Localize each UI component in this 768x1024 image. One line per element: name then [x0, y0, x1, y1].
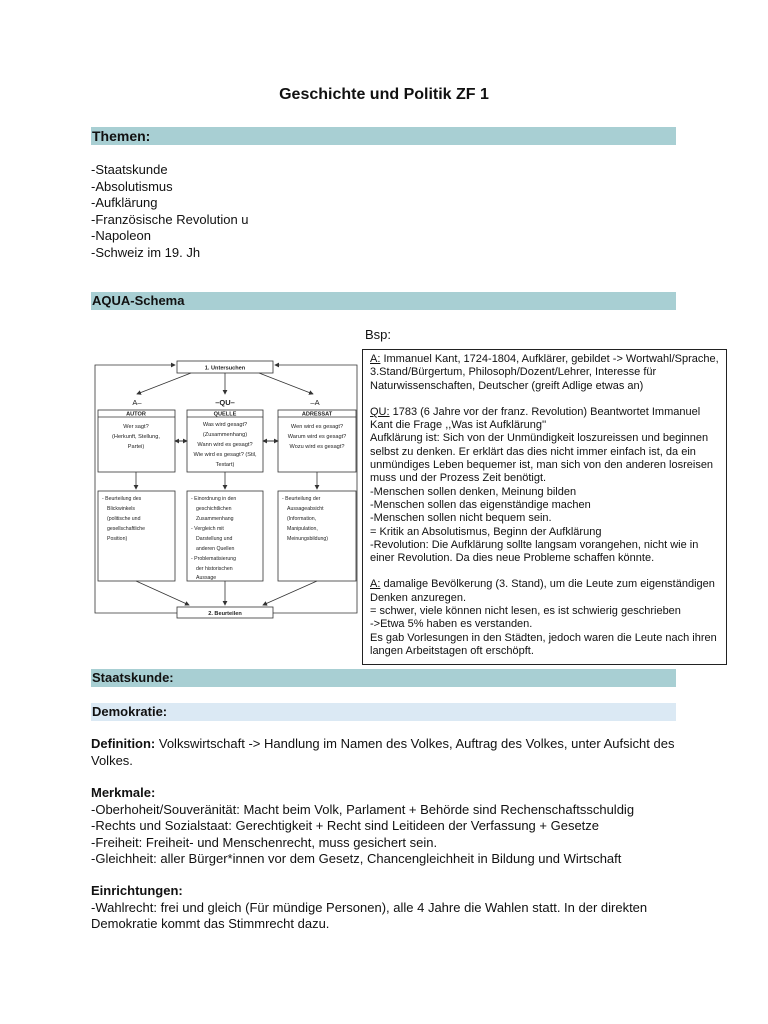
- list-item: -Oberhoheit/Souveränität: Macht beim Volk, Parlament + Behörde sind Rechenschaftsschuldig: [91, 801, 635, 817]
- list-item: -Schweiz im 19. Jh: [91, 244, 201, 260]
- example-quelle: QU: 1783 (6 Jahre vor der franz. Revolution) Beantwortet Immanuel Kant die Frage ,,Was ist Aufklärung'': [370, 405, 701, 432]
- svg-text:Warum wird es gesagt?: Warum wird es gesagt?: [287, 434, 347, 440]
- svg-text:Aussageabsicht: Aussageabsicht: [287, 506, 324, 512]
- svg-text:- Einordnung in den: - Einordnung in den: [191, 496, 237, 502]
- example-adressat: A: damalige Bevölkerung (3. Stand), um die Leute zum eigenständigen Denken anzuregen.: [370, 578, 715, 604]
- svg-text:Textart): Textart): [215, 462, 235, 468]
- themen-heading: Themen:: [91, 127, 676, 145]
- list-item: -Freiheit: Freiheit- und Menschenrecht, muss gesichert sein.: [91, 834, 438, 850]
- svg-text:der historischen: der historischen: [196, 566, 233, 572]
- list-item: -Rechts und Sozialstaat: Gerechtigkeit + Recht sind Leitideen der Verfassung + Gesetze: [91, 818, 600, 833]
- svg-text:anderen Quellen: anderen Quellen: [196, 546, 235, 552]
- marker-qu: –QU–: [215, 398, 235, 407]
- autor-title: AUTOR: [126, 411, 146, 418]
- demokratie-heading: Demokratie:: [91, 703, 676, 721]
- staatskunde-heading: Staatskunde:: [91, 669, 676, 687]
- svg-text:- Problematisierung: - Problematisierung: [191, 556, 236, 562]
- svg-text:Wie wird es gesagt? (Stil,: Wie wird es gesagt? (Stil,: [193, 452, 257, 458]
- autor-box: [98, 410, 175, 472]
- aqua-heading: AQUA-Schema: [91, 292, 676, 310]
- svg-text:- Vergleich mit: - Vergleich mit: [191, 526, 224, 532]
- svg-text:(politische und: (politische und: [107, 516, 141, 522]
- untersuchen-label: 1. Untersuchen: [204, 365, 246, 372]
- svg-text:Manipulation,: Manipulation,: [287, 526, 318, 532]
- list-item: -Napoleon: [91, 228, 151, 243]
- page-title: Geschichte und Politik ZF 1: [279, 86, 489, 103]
- aqua-diagram: [91, 355, 359, 623]
- list-item: -Aufklärung: [91, 195, 158, 210]
- adressat-box: [278, 410, 356, 472]
- beurteilen-label: 2. Beurteilen: [208, 611, 242, 617]
- svg-text:(Zusammenhang): (Zusammenhang): [202, 432, 248, 438]
- svg-text:Was wird gesagt?: Was wird gesagt?: [202, 422, 248, 428]
- svg-text:gesellschaftliche: gesellschaftliche: [107, 526, 146, 532]
- svg-text:Wen wird es gesagt?: Wen wird es gesagt?: [290, 424, 344, 430]
- svg-text:Zusammenhang: Zusammenhang: [196, 516, 234, 522]
- adressat-title: ADRESSAT: [301, 411, 333, 418]
- svg-text:Wann wird es gesagt?: Wann wird es gesagt?: [197, 442, 253, 448]
- svg-text:Aussage: Aussage: [196, 575, 217, 581]
- definition-paragraph: Definition: Volkswirtschaft -> Handlung im Namen des Volkes, Auftrag des Volkes, unter Aufsicht des Volkes.: [91, 736, 675, 768]
- marker-a1: A–: [132, 398, 142, 407]
- svg-text:geschichtlichen: geschichtlichen: [196, 506, 232, 512]
- svg-text:(Information,: (Information,: [287, 516, 317, 522]
- svg-text:Darstellung und: Darstellung und: [196, 536, 233, 542]
- svg-text:Blickwinkels: Blickwinkels: [107, 506, 135, 512]
- list-item: -Französische Revolution u: [91, 211, 249, 227]
- svg-text:Wozu wird es gesagt?: Wozu wird es gesagt?: [289, 444, 345, 450]
- bsp-label: Bsp:: [365, 327, 392, 342]
- merkmale-section: Merkmale: -Oberhoheit/Souveränität: Macht beim Volk, Parlament + Behörde sind Rechenschaftsschuldig -Rechts und Sozialstaat: Gerechtigkeit + Recht sind Leitideen der Verfassung + Gesetze -Freiheit: Freiheit- und Menschenrecht, muss gesichert sein. -Gleichheit: aller Bürger*innen vor dem Gesetz, Chancengleichheit in Bildung und Wirtschaft: [91, 785, 691, 868]
- svg-text:(Herkunft, Stellung,: (Herkunft, Stellung,: [112, 434, 160, 440]
- quelle-title: QUELLE: [213, 411, 237, 418]
- themen-list: [91, 162, 691, 261]
- svg-text:- Beurteilung der: - Beurteilung der: [282, 496, 321, 502]
- list-item: -Gleichheit: aller Bürger*innen vor dem Gesetz, Chancengleichheit in Bildung und Wirtschaft: [91, 851, 622, 866]
- example-autor: A: Immanuel Kant, 1724-1804, Aufklärer, gebildet -> Wortwahl/Sprache, 3.Stand/Bürgertum, Philosoph/Dozent/Lehrer, Interesse für Naturwissenschaften, Deutscher (greift Adlige etwas an): [370, 353, 719, 392]
- svg-text:Partei): Partei): [127, 444, 145, 450]
- marker-a2: –A: [310, 398, 320, 407]
- example-box: A: Immanuel Kant, 1724-1804, Aufklärer, gebildet -> Wortwahl/Sprache, 3.Stand/Bürgertum, Philosoph/Dozent/Lehrer, Interesse für Naturwissenschaften, Deutscher (greift Adlige etwas an) QU: 1783 (6 Jahre vor der franz. Revolution) Beantwortet Immanuel Kant die Frage ,,Was ist Aufklärung'' Aufklärung ist: Sich von der Unmündigkeit loszureissen und beginnen selbst zu denken. Er erklärt das dies nicht immer einfach ist, da ein unmündiges Leben bequemer ist, man sich von den anderen losreisen muss und der Prozess Zeit benötigt. -Menschen sollen denken, Meinung bilden -Menschen sollen das eigenständige machen -Menschen sollen nicht bequem sein. = Kritik an Absolutismus, Beginn der Aufklärung -Revolution: Die Aufklärung sollte langsam vorangehen, nicht wie in einer Revolution. Da dies neue Probleme schaffen könnte. A: damalige Bevölkerung (3. Stand), um die Leute zum eigenständigen Denken anzuregen. = schwer, viele können nicht lesen, es ist schwierig geschrieben ->Etwa 5% haben es verstanden. Es gab Vorlesungen in den Städten, jedoch waren die Leute nach ihren langen Arbeitstagen oft erschöpft.: [362, 349, 727, 665]
- svg-text:Position): Position): [107, 536, 128, 542]
- svg-text:Wer sagt?: Wer sagt?: [123, 424, 149, 430]
- svg-text:Meinungsbildung): Meinungsbildung): [287, 536, 328, 542]
- einrichtungen-section: Einrichtungen: -Wahlrecht: frei und gleich (Für mündige Personen), alle 4 Jahre die Wahlen statt. In der direkten Demokratie kommt das Stimmrecht dazu.: [91, 883, 648, 931]
- svg-text:- Beurteilung des: - Beurteilung des: [102, 496, 142, 502]
- list-item: -Staatskunde: [91, 162, 168, 177]
- list-item: -Absolutismus: [91, 178, 173, 194]
